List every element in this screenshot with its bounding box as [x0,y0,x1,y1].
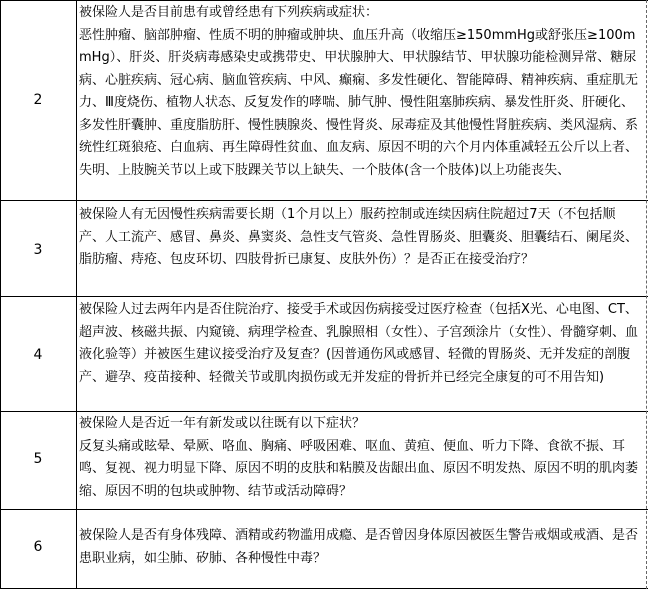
table-row [0,411,648,509]
table-row [0,296,648,411]
question-text: 被保险人是否有身体残障、酒精或药物滥用成瘾、是否曾因身体原因被医生警告戒烟或戒酒、是否患职业病，如尘肺、矽肺、各种慢性中毒？ [79,528,639,566]
question-number: 6 [33,539,43,555]
question-text: 被保险人是否近一年有新发或以往既有以下症状？ 反复头痛或眩晕、晕厥、咯血、胸痛、呼吸困难、呕血、黄疸、便血、听力下降、食欲不振、耳鸣、复视、视力明显下降、原因不明的皮肤和粘膜及齿龈出血、原因不明发热、原因不明的肌肉萎缩、原因不明的包块或肿物、结节或活动障碍？ [79,416,639,499]
question-number: 4 [33,347,43,363]
question-text: 被保险人过去两年内是否住院治疗、接受手术或因伤病接受过医疗检查（包括X光、心电图、CT、超声波、核磁共振、内窥镜、病理学检查、乳腺照相（女性）、子宫颈涂片（女性）、骨髓穿刺、血液化验等）并被医生建议接受治疗及复查？(因普通伤风或感冒、轻微的胃肠炎、无并发症的剖腹产、避孕、疫苗接种、轻微关节或肌肉损伤或无并发症的骨折并已经完全康复的可不用告知) [79,302,639,385]
question-number: 5 [33,451,43,467]
table-row [0,509,648,588]
table-row [0,0,648,200]
table-row [0,200,648,296]
question-number: 2 [33,92,43,108]
question-number: 3 [33,242,43,258]
question-text: 被保险人是否目前患有或曾经患有下列疾病或症状： 恶性肿瘤、脑部肿瘤、性质不明的肿瘤或肿块、血压升高（收缩压≥150mmHg或舒张压≥100mmHg）、肝炎、肝炎病毒感染史或携带史、甲状腺肿大、甲状腺结节、甲状腺功能检测异常、糖尿病、心脏疾病、冠心病、脑血管疾病、中风、癫痫、多发性硬化、智能障碍、精神疾病、重症肌无力、Ⅲ度烧伤、植物人状态、反复发作的哮喘、肺气肿、慢性阻塞肺疾病、暴发性肝炎、肝硬化、多发性肝囊肿、重度脂肪肝、慢性胰腺炎、慢性肾炎、尿毒症及其他慢性肾脏疾病、类风湿病、系统性红斑狼疮、白血病、再生障碍性贫血、血友病、原因不明的六个月内体重减轻五公斤以上者、失明、上肢腕关节以上或下肢踝关节以上缺失、一个肢体(含一个肢体)以上功能丧失、 [79,5,639,178]
question-text: 被保险人有无因慢性疾病需要长期（1个月以上）服药控制或连续因病住院超过7天（不包括顺产、人工流产、感冒、鼻炎、鼻窦炎、急性支气管炎、急性胃肠炎、胆囊炎、胆囊结石、阑尾炎、脂肪瘤、痔疮、包皮环切、四肢骨折已康复、皮肤外伤）？是否正在接受治疗？ [79,207,639,267]
